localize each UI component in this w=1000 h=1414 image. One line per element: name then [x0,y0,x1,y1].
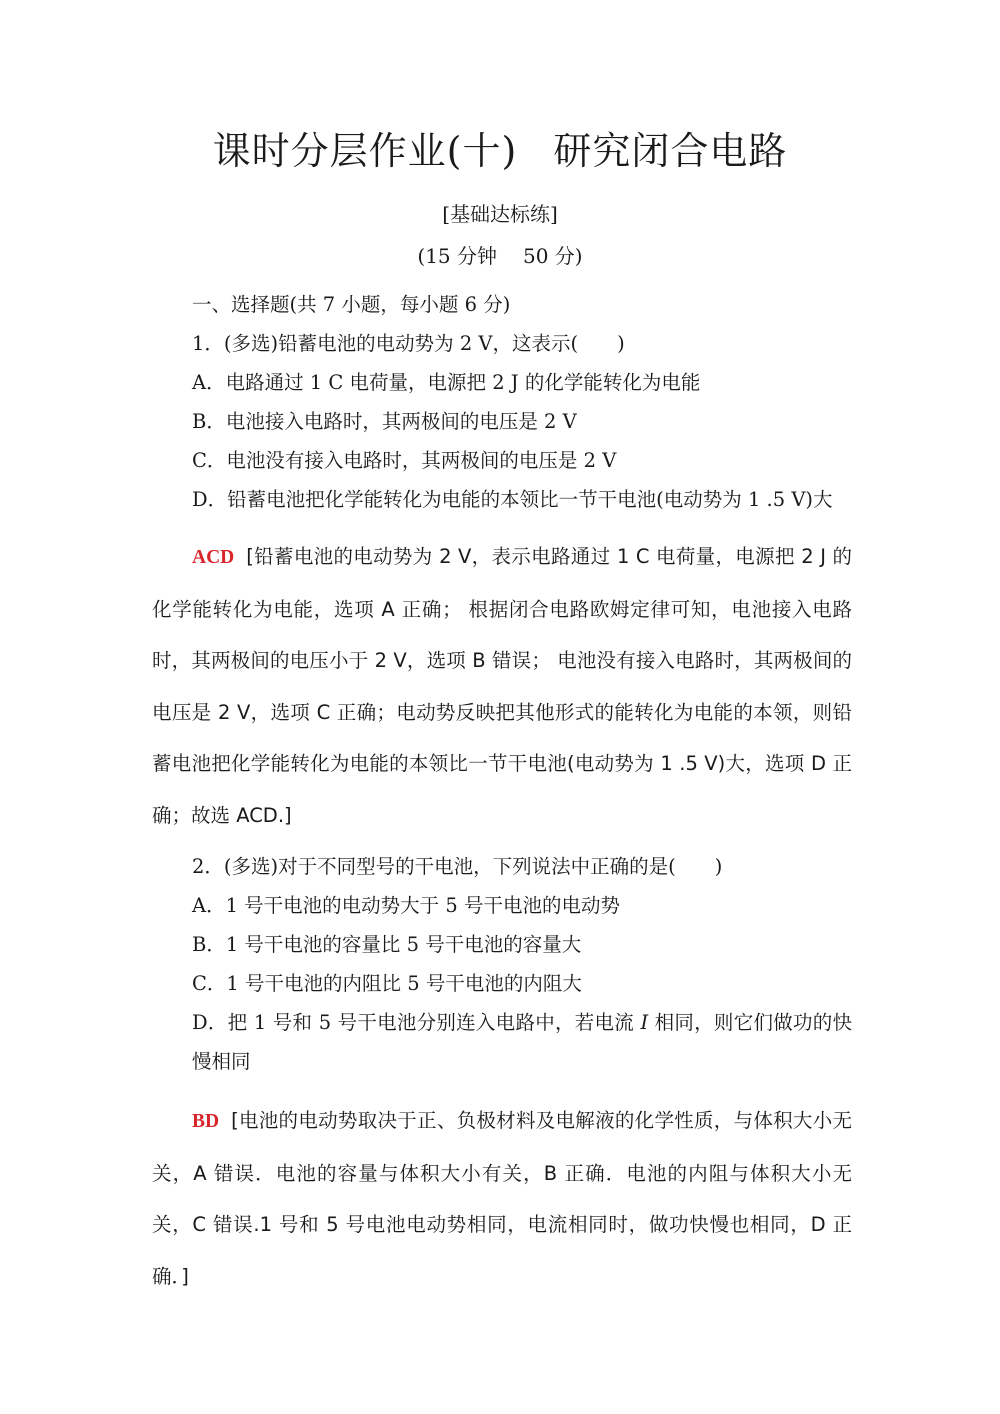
current-variable: I [640,1011,649,1034]
question-2 [152,847,852,1302]
question-2-answer [152,1095,852,1302]
question-2-option-c: C．1 号干电池的内阻比 5 号干电池的内阻大 [192,972,582,995]
question-1 [152,324,852,841]
question-1-option-c: C．电池没有接入电路时，其两极间的电压是 2 V [192,449,617,472]
question-1-answer-key: ACD [192,547,235,568]
question-1-option-d: D．铅蓄电池把化学能转化为电能的本领比一节干电池(电动势为 1 .5 V)大 [192,488,833,511]
question-2-stem: 2．(多选)对于不同型号的干电池，下列说法中正确的是( ) [192,855,723,878]
question-2-explanation: [电池的电动势取决于正、负极材料及电解液的化学性质，与体积大小无关，A 错误．电池的容量与体积大小有关，B 正确．电池的内阻与体积大小无关，C 错误.1 号和 5 号电池电动势相同，电流相同时，做功快慢也相同，D 正确．] [152,1109,852,1288]
question-2-option-d [152,1003,852,1081]
level-label: [基础达标练] [442,202,558,226]
question-2-option-d-pre: D．把 1 号和 5 号干电池分别连入电路中，若电流 [192,1011,641,1034]
document-body [152,285,852,1302]
question-1-option-a: A．电路通过 1 C 电荷量，电源把 2 J 的化学能转化为电能 [192,371,701,394]
question-1-answer [152,531,852,841]
title-topic: 研究闭合电路 [553,129,788,173]
score-label: 50 分) [523,244,583,268]
question-2-option-b: B．1 号干电池的容量比 5 号干电池的容量大 [192,933,582,956]
question-1-option-b: B．电池接入电路时，其两极间的电压是 2 V [192,410,577,433]
question-1-explanation: [铅蓄电池的电动势为 2 V，表示电路通过 1 C 电荷量，电源把 2 J 的化学能转化为电能，选项 A 正确； 根据闭合电路欧姆定律可知，电池接入电路时，其两极间的电压小于 2 V，选项 B 错误； 电池没有接入电路时，其两极间的电压是 2 V，选项 C 正确；电动势反映把其他形式的能转化为电能的本领，则铅蓄电池把化学能转化为电能的本领比一节干电池(电动势为 1 .5 V)大，选项 D 正确；故选 ACD.] [152,545,852,827]
page-title [0,120,1000,175]
question-2-answer-key: BD [192,1111,220,1132]
question-2-option-d-post: 相同，则它们做功的快慢相同 [192,1011,852,1073]
section-heading: 一、选择题(共 7 小题，每小题 6 分) [192,293,511,316]
title-main: 课时分层作业(十) [212,129,518,173]
time-score-label [0,240,1000,269]
question-2-option-a: A．1 号干电池的电动势大于 5 号干电池的电动势 [192,894,620,917]
time-label: (15 分钟 [417,244,497,268]
question-1-stem: 1．(多选)铅蓄电池的电动势为 2 V，这表示( ) [192,332,625,355]
